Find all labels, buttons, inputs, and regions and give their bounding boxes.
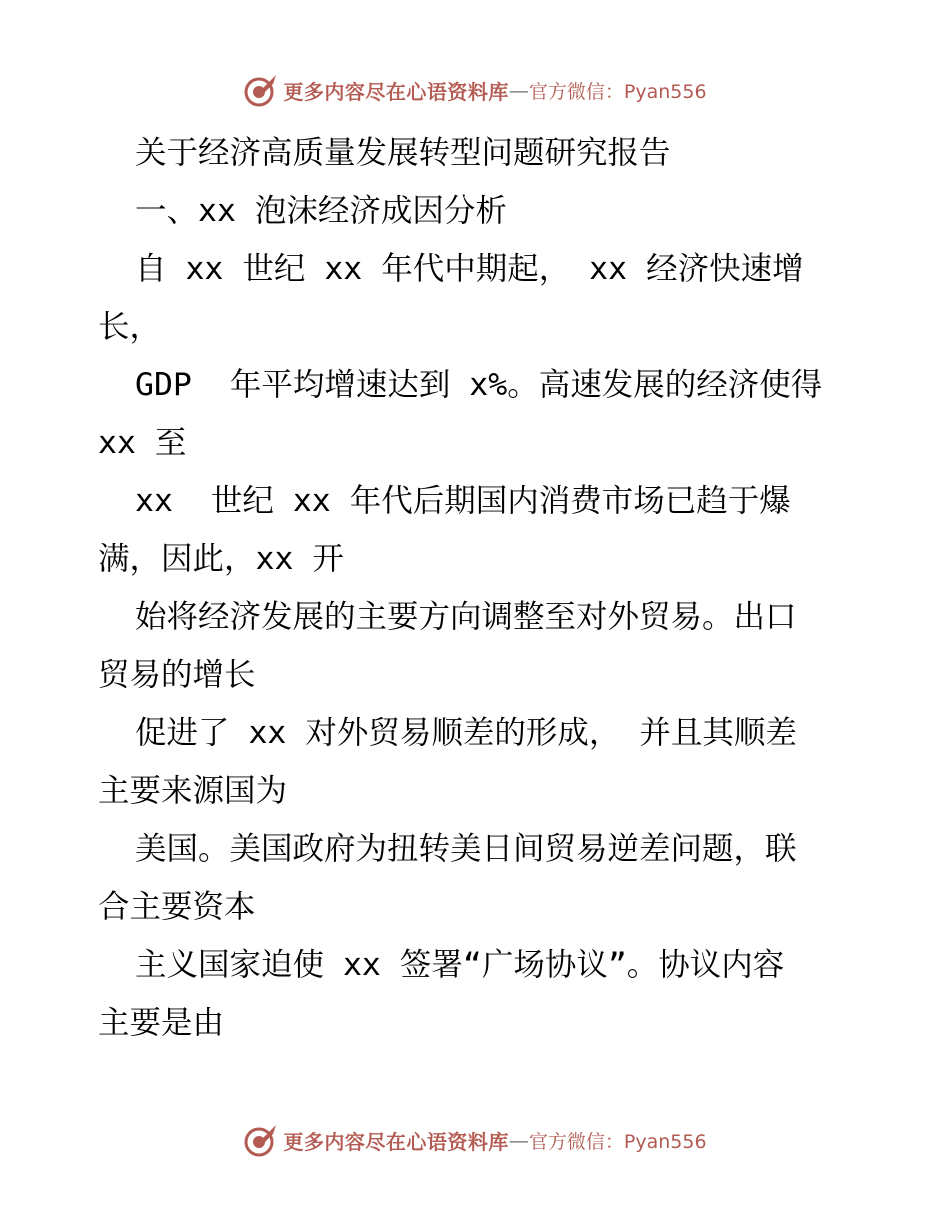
paragraph-line: 长， [98, 309, 162, 345]
paragraph-line: 贸易的增长 [98, 657, 256, 693]
document-title: 关于经济高质量发展转型问题研究报告 [135, 135, 671, 171]
paragraph-line: xx 至 [98, 425, 187, 461]
quill-logo-icon [243, 1122, 279, 1158]
paragraph-line: 美国。美国政府为扭转美日间贸易逆差问题，联 [135, 831, 797, 867]
footer-watermark [0, 1118, 950, 1162]
watermark-separator: — [508, 1128, 529, 1152]
paragraph-line: GDP 年平均增速达到 x%。高速发展的经济使得 [135, 367, 823, 403]
document-body [98, 124, 858, 1052]
section-heading: 一、xx 泡沫经济成因分析 [135, 193, 507, 229]
paragraph-line: xx 世纪 xx 年代后期国内消费市场已趋于爆 [135, 483, 791, 519]
header-watermark [0, 68, 950, 112]
paragraph-line: 合主要资本 [98, 889, 256, 925]
watermark-wechat: 官方微信：Pyan556 [528, 80, 707, 103]
paragraph-line: 满，因此，xx 开 [98, 541, 344, 577]
paragraph-line: 主要是由 [98, 1005, 225, 1041]
watermark-text: 更多内容尽在心语资料库 [283, 1129, 509, 1154]
watermark-separator: — [508, 78, 529, 102]
paragraph-line: 主要来源国为 [98, 773, 288, 809]
watermark-text: 更多内容尽在心语资料库 [283, 79, 509, 104]
quill-logo-icon [243, 72, 279, 108]
paragraph-line: 始将经济发展的主要方向调整至对外贸易。出口 [135, 599, 797, 635]
paragraph-line: 促进了 xx 对外贸易顺差的形成， 并且其顺差 [135, 715, 797, 751]
paragraph-line: 主义国家迫使 xx 签署“广场协议”。协议内容 [135, 947, 785, 983]
watermark-wechat: 官方微信：Pyan556 [528, 1130, 707, 1153]
paragraph-line: 自 xx 世纪 xx 年代中期起， xx 经济快速增 [135, 251, 804, 287]
